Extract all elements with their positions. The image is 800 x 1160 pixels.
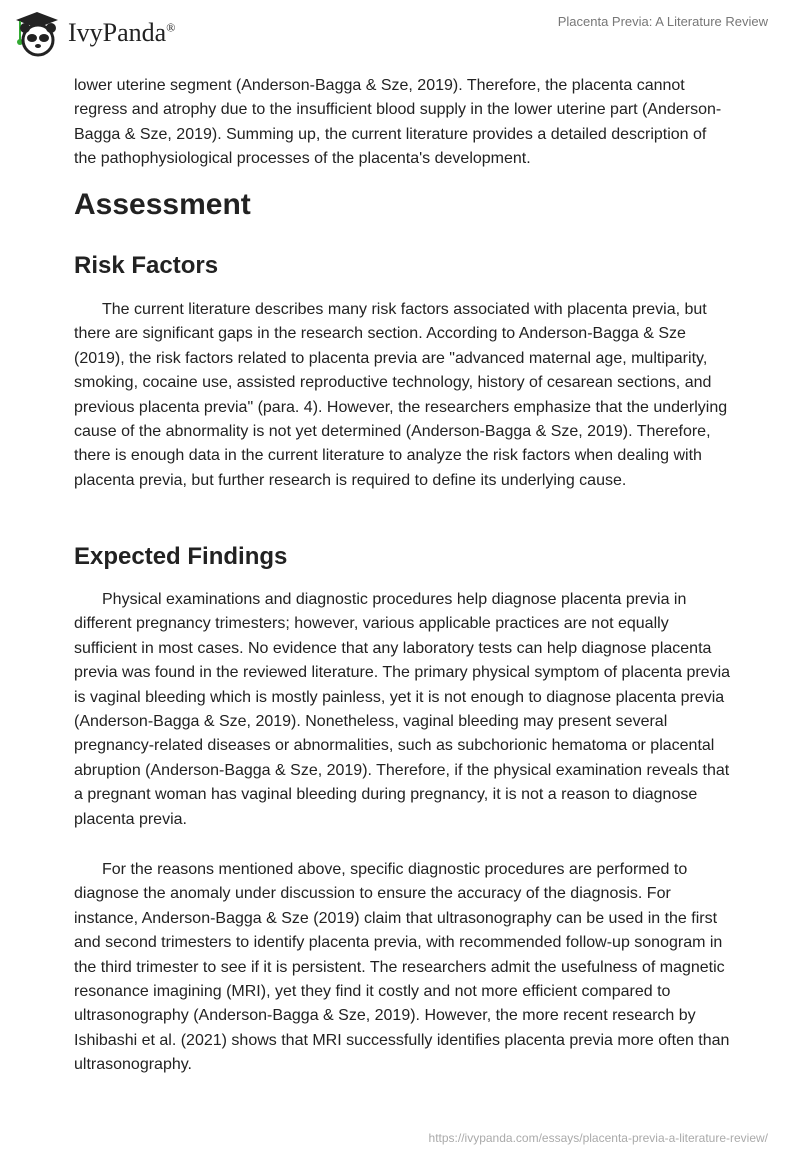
findings-paragraph-1: Physical examinations and diagnostic procedures help diagnose placenta previa in different pregnancy trimesters; however, various applicable practices are not equally sufficient in most cases. No evidence that any laboratory tests can help diagnose placenta previa was found in the reviewed literature. The primary physical symptom of placenta previa is vaginal bleeding which is mostly painless, yet it is not enough to diagnose placenta previa (Anderson-Bagga & Sze, 2019). Nonetheless, vaginal bleeding may present several pregnancy-related diseases or abnormalities, such as subchorionic hematoma or placental abruption (Anderson-Bagga & Sze, 2019). Therefore, if the physical examination reveals that a pregnant woman has vaginal bleeding during pregnancy, it is not a reason to diagnose placenta previa.: [74, 591, 731, 828]
findings-paragraph-2: For the reasons mentioned above, specific diagnostic procedures are performed to diagnose the anomaly under discussion to ensure the accuracy of the diagnosis. For instance, Anderson-Bagga & Sze (2019) claim that ultrasonography can be used in the first and second trimesters to identify placenta previa, with recommended follow-up sonogram in the third trimester to see if it is persistent. The researchers admit the usefulness of magnetic resonance imagining (MRI), yet they find it costly and not more efficient compared to ultrasonography (Anderson-Bagga & Sze, 2019). However, the more recent research by Ishibashi et al. (2021) shows that MRI successfully identifies placenta previa more often than ultrasonography.: [74, 861, 730, 1074]
ivypanda-logo[interactable]: [12, 8, 175, 58]
expected-findings-heading: Expected Findings: [74, 543, 288, 570]
intro-section: [74, 74, 730, 172]
intro-paragraph: lower uterine segment (Anderson-Bagga & Sze, 2019). Therefore, the placenta cannot regress and atrophy due to the insufficient blood supply in the lower uterine part (Anderson-Bagga & Sze, 2019). Summing up, the current literature provides a detailed description of the pathophysiological processes of the placenta's development.: [74, 77, 722, 168]
document-title: Placenta Previa: A Literature Review: [557, 14, 768, 29]
source-url-link[interactable]: https://ivypanda.com/essays/placenta-previa-a-literature-review/: [428, 1131, 768, 1145]
logo-text: IvyPanda®: [68, 18, 176, 47]
risk-factors-heading: Risk Factors: [74, 252, 219, 279]
panda-graduate-icon: [12, 8, 62, 58]
assessment-heading: Assessment: [74, 188, 251, 221]
risk-factors-paragraph: The current literature describes many risk factors associated with placenta previa, but there are significant gaps in the research section. According to Anderson-Bagga & Sze (2019), the risk factors related to placenta previa are "advanced maternal age, multiparity, smoking, cocaine use, assisted reproductive technology, history of cesarean sections, and previous placenta previa" (para. 4). However, the researchers emphasize that the underlying cause of the abnormality is not yet determined (Anderson-Bagga & Sze, 2019). Therefore, there is enough data in the current literature to analyze the risk factors when dealing with placenta previa, but further research is required to define its underlying cause.: [74, 301, 728, 489]
